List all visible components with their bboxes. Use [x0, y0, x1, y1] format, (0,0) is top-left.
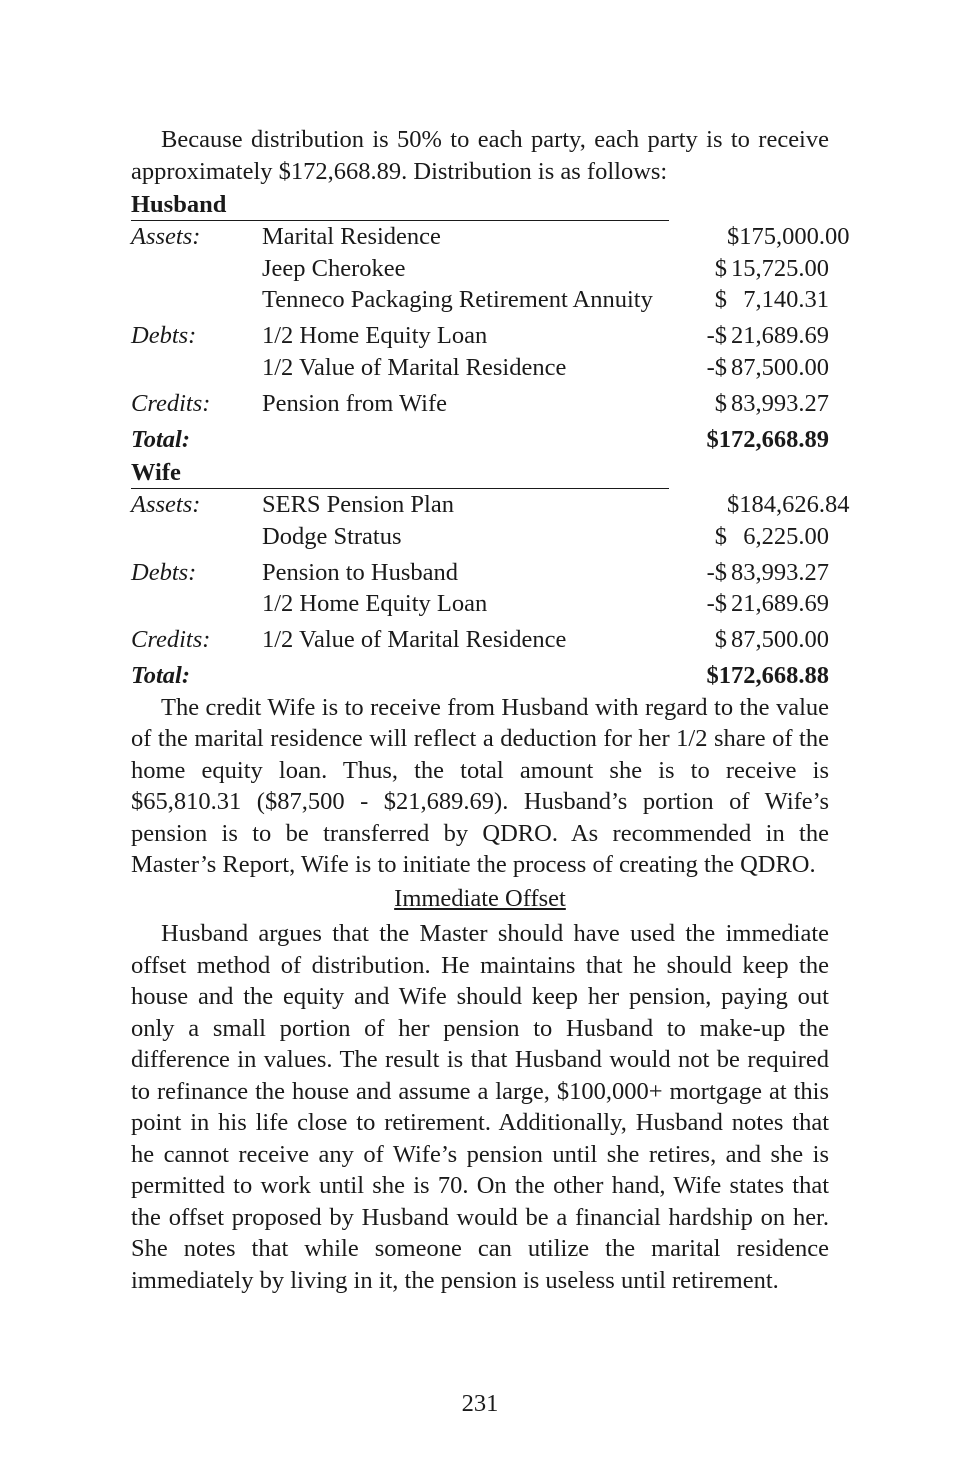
item-description: Tenneco Packaging Retirement Annuity [262, 286, 653, 313]
husband-heading: Husband [131, 187, 669, 221]
table-row [131, 489, 850, 521]
item-amount: $ 7,140.31 [714, 286, 829, 313]
table-row [131, 221, 850, 253]
item-amount: $175,000.00 [727, 223, 850, 250]
item-description: 1/2 Home Equity Loan [262, 322, 488, 349]
total-amount: $172,668.88 [706, 662, 829, 689]
intro-paragraph: Because distribution is 50% to each party, each party is to receive approximately $172,668.89. Distribution is as follows: [131, 126, 829, 185]
item-description: Jeep Cherokee [262, 254, 406, 282]
total-row [131, 660, 829, 692]
item-description: 1/2 Value of Marital Residence [262, 626, 567, 653]
total-label: Total: [131, 425, 190, 453]
credits-label: Credits: [131, 626, 211, 653]
assets-label: Assets: [131, 491, 201, 518]
table-row [131, 624, 829, 656]
item-amount: -$ 87,500.00 [706, 353, 829, 381]
item-description: Dodge Stratus [262, 522, 402, 550]
item-description: 1/2 Home Equity Loan [262, 590, 488, 617]
item-description: SERS Pension Plan [262, 491, 454, 518]
item-description: Pension from Wife [262, 389, 448, 417]
credits-label: Credits: [131, 389, 211, 417]
table-row [131, 284, 829, 316]
item-amount: -$ 21,689.69 [706, 590, 829, 617]
table-row [131, 557, 829, 589]
total-amount: $172,668.89 [706, 425, 829, 453]
husband-table [131, 221, 850, 455]
page-body [131, 124, 850, 1296]
wife-heading: Wife [131, 455, 669, 489]
section-heading: Immediate Offset [394, 884, 566, 912]
total-row [131, 424, 829, 456]
item-amount: $184,626.84 [727, 491, 850, 518]
item-description: Pension to Husband [262, 558, 458, 586]
item-amount: -$ 21,689.69 [706, 322, 829, 349]
table-row [131, 352, 829, 384]
item-amount: $ 15,725.00 [714, 254, 829, 282]
table-row [131, 388, 829, 420]
item-description: Marital Residence [262, 223, 441, 250]
item-amount: $ 6,225.00 [714, 522, 829, 550]
item-amount: $ 83,993.27 [714, 389, 829, 417]
item-amount: -$ 83,993.27 [706, 558, 829, 586]
table-row [131, 320, 829, 352]
debts-label: Debts: [131, 558, 197, 586]
item-amount: $ 87,500.00 [714, 626, 829, 653]
page-number: 231 [461, 1390, 499, 1417]
table-row [131, 521, 829, 553]
debts-label: Debts: [131, 322, 197, 349]
item-description: 1/2 Value of Marital Residence [262, 353, 567, 381]
table-row [131, 588, 829, 620]
assets-label: Assets: [131, 223, 201, 250]
wife-table [131, 489, 850, 692]
credit-paragraph: The credit Wife is to receive from Husband with regard to the value of the marital residence will reflect a deduction for her 1/2 share of the home equity loan. Thus, the total amount she is to receive is $65,810.31 ($87,500 - $21,689.69). Husband’s portion of Wife’s pension is to be transferred by QDRO. As recommended in the Master’s Report, Wife is to initiate the process of creating the QDRO. [131, 693, 829, 878]
offset-paragraph: Husband argues that the Master should have used the immediate offset method of distribution. He maintains that he should keep the house and the equity and Wife should keep her pension, paying out only a small portion of her pension to Husband to make-up the difference in values. The result is that Husband would not be required to refinance the house and assume a large, $100,000+ mortgage at this point in his life close to retirement. Additionally, Husband notes that he cannot receive any of Wife’s pension until she retires, and she is permitted to work until she is 70. On the other hand, Wife states that the offset proposed by Husband would be a financial hardship on her. She notes that while someone can utilize the marital residence immediately by living in it, the pension is useless until retirement. [131, 920, 829, 1294]
table-row [131, 253, 829, 285]
total-label: Total: [131, 662, 190, 689]
